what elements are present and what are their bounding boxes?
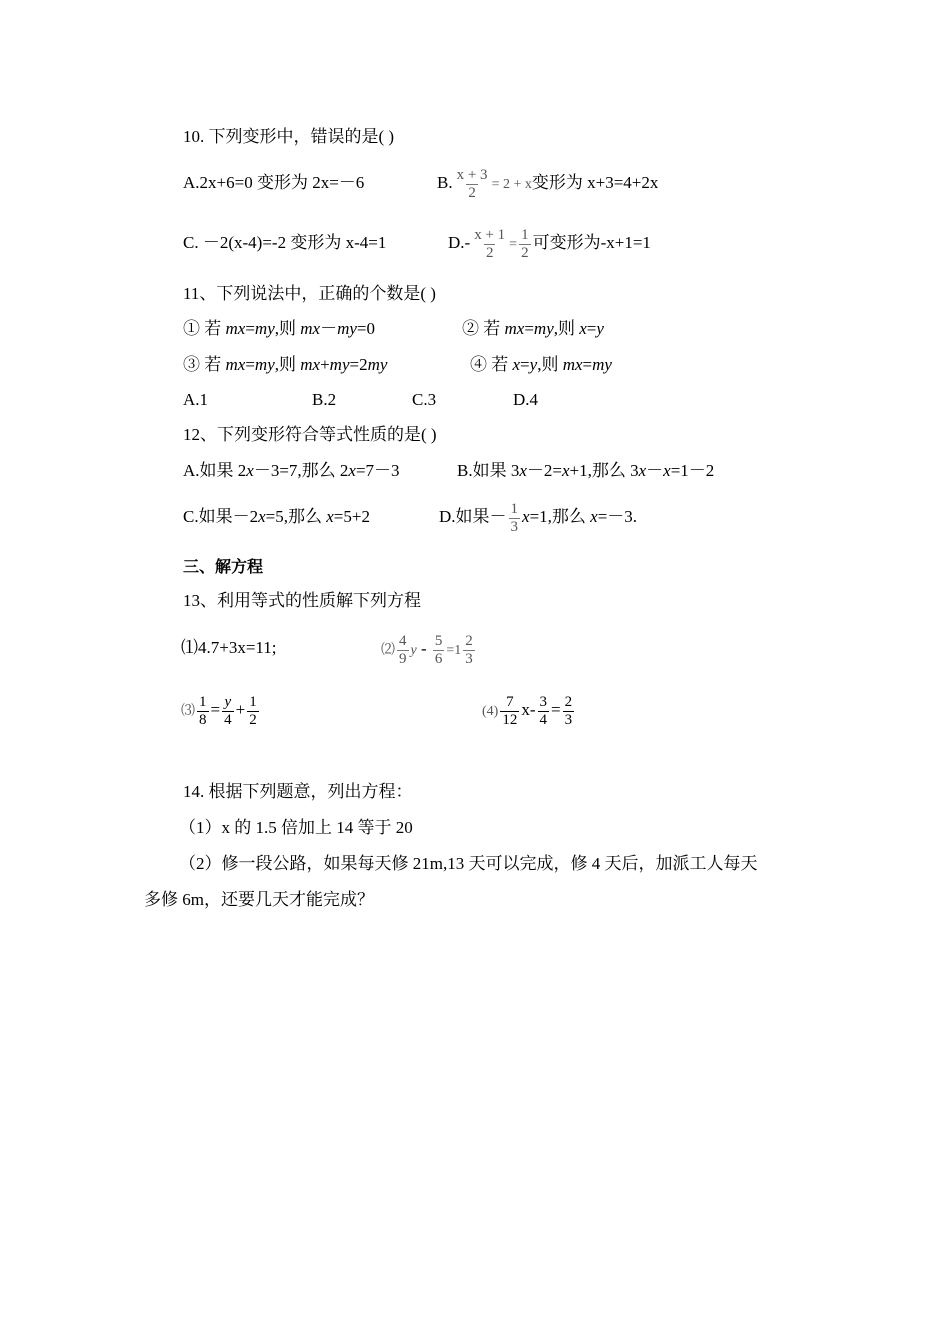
var: my	[337, 319, 357, 338]
var: x	[326, 507, 334, 526]
text: ① 若	[183, 319, 226, 338]
var: x	[590, 507, 598, 526]
fraction	[500, 694, 519, 729]
text: =1,那么	[529, 507, 591, 526]
text: +	[235, 700, 246, 719]
denominator: 2	[521, 244, 529, 261]
text: =2	[349, 355, 368, 374]
equation-label: ⑵	[381, 643, 395, 658]
denominator: 3	[510, 518, 519, 535]
var: x	[246, 461, 254, 480]
option-text: 可变形为-x+1=1	[532, 233, 651, 252]
text: =	[586, 319, 597, 338]
numerator: 7	[506, 693, 514, 710]
text: =	[582, 355, 593, 374]
text: ③ 若	[183, 355, 226, 374]
q11-statement-4	[470, 355, 612, 375]
q14-stem: 14. 根据下列题意，列出方程：	[183, 782, 413, 801]
var: x	[512, 355, 521, 374]
equation-label: (4)	[482, 704, 499, 719]
var: my	[592, 355, 612, 374]
denominator: 3	[465, 650, 473, 667]
text: =7－3	[355, 461, 400, 480]
var: x	[522, 507, 530, 526]
fraction	[247, 694, 259, 729]
q13-stem: 13、利用等式的性质解下列方程	[183, 591, 421, 610]
text: =	[524, 319, 534, 338]
denominator: 4	[539, 711, 547, 728]
numerator: x + 1	[474, 226, 506, 243]
numerator: 5	[434, 632, 443, 649]
text: D.如果－	[439, 507, 507, 526]
var: my	[254, 319, 275, 338]
option-label: B.	[437, 173, 453, 192]
numerator: 1	[510, 500, 519, 517]
q13-equation-3	[181, 688, 261, 734]
q12-stem: 12、下列变形符合等式性质的是( )	[183, 425, 437, 444]
q11-choice-a: A.1	[183, 390, 209, 409]
denominator: 2	[468, 184, 476, 201]
text: ,则	[553, 319, 580, 338]
expression: = 2 + x	[491, 177, 532, 192]
numerator: 3	[539, 693, 547, 710]
q11-statement-1	[183, 319, 375, 339]
numerator: 2	[564, 693, 573, 710]
denominator: 6	[434, 650, 443, 667]
var: x	[638, 461, 647, 480]
text: －	[646, 461, 664, 480]
text: =5,那么	[265, 507, 327, 526]
fraction	[433, 633, 445, 668]
text: －3=7,那么 2	[253, 461, 349, 480]
q13-equation-4	[482, 688, 576, 734]
text: －	[320, 319, 338, 338]
text: -	[420, 639, 427, 658]
option-text: 变形为 x+3=4+2x	[531, 173, 659, 192]
denominator: 2	[249, 711, 257, 728]
var: y	[410, 643, 417, 658]
q12-option-c	[183, 507, 370, 527]
var: x	[348, 461, 356, 480]
denominator: 8	[199, 711, 207, 728]
text: ,则	[274, 319, 301, 338]
denominator: 2	[485, 244, 494, 261]
numerator: 2	[465, 632, 473, 649]
text: －2=	[526, 461, 562, 480]
q11-stem: 11、下列说法中，正确的个数是( )	[183, 284, 436, 303]
fraction	[397, 633, 409, 668]
fraction	[463, 633, 475, 668]
q10-stem: 10. 下列变形中，错误的是( )	[183, 127, 395, 146]
q12-option-d	[439, 495, 637, 539]
q13-equation-1: ⑴4.7+3x=11;	[181, 638, 277, 657]
var: mx	[225, 319, 246, 338]
fraction	[538, 694, 550, 729]
q10-option-b	[437, 162, 658, 206]
option-label: D.-	[448, 233, 471, 252]
var: my	[254, 355, 275, 374]
text: =	[210, 700, 221, 719]
var: x	[561, 461, 570, 480]
text: ④ 若	[470, 355, 513, 374]
denominator: 9	[399, 650, 407, 667]
q14-part-2-line-1: （2）修一段公路，如果每天修 21m,13 天可以完成，修 4 天后，加派工人每天	[179, 854, 758, 873]
text: +1,那么 3	[569, 461, 639, 480]
q12-option-b	[457, 461, 714, 481]
text: =0	[356, 319, 375, 338]
text: =1	[446, 643, 462, 658]
denominator: 3	[564, 711, 573, 728]
q14-part-2-line-2: 多修 6m，还要几天才能完成？	[144, 890, 374, 909]
var: x	[258, 507, 266, 526]
var: mx	[300, 355, 321, 374]
text: =1－2	[670, 461, 715, 480]
denominator: 4	[224, 711, 232, 728]
text: ,则	[537, 355, 563, 374]
fraction	[509, 501, 521, 536]
q11-choice-b: B.2	[312, 390, 337, 409]
text: +	[320, 355, 330, 374]
var: x	[663, 461, 671, 480]
var: mx	[562, 355, 583, 374]
text: C.如果－2	[183, 507, 259, 526]
fraction	[472, 227, 507, 262]
fraction	[519, 227, 531, 262]
denominator: 12	[502, 711, 518, 728]
fraction	[455, 167, 490, 202]
var: y	[529, 355, 538, 374]
var: y	[596, 319, 604, 338]
text: x-	[521, 700, 536, 719]
text: A.如果 2	[183, 461, 247, 480]
q11-statement-3	[183, 355, 387, 375]
fraction	[222, 694, 234, 729]
fraction	[563, 694, 575, 729]
numerator: y	[224, 693, 232, 710]
numerator: 4	[399, 632, 407, 649]
var: my	[329, 355, 350, 374]
var: my	[533, 319, 554, 338]
section-title: 三、解方程	[183, 557, 264, 576]
q10-option-d	[448, 222, 651, 266]
q10-option-c: C. －2(x-4)=-2 变形为 x-4=1	[183, 233, 387, 252]
var: mx	[225, 355, 246, 374]
text: =	[245, 355, 255, 374]
q11-choice-c: C.3	[412, 390, 437, 409]
equals: =	[509, 237, 518, 252]
var: my	[367, 355, 388, 374]
numerator: x + 3	[456, 166, 488, 183]
text: =	[245, 319, 255, 338]
q14-part-1: （1）x 的 1.5 倍加上 14 等于 20	[179, 818, 413, 837]
numerator: 1	[249, 693, 257, 710]
text: =	[520, 355, 530, 374]
var: x	[579, 319, 587, 338]
text: =	[551, 700, 561, 719]
fraction	[197, 694, 209, 729]
q10-option-a: A.2x+6=0 变形为 2x=－6	[183, 173, 365, 192]
var: x	[519, 461, 527, 480]
q11-choice-d: D.4	[513, 390, 539, 409]
text: ② 若	[462, 319, 505, 338]
numerator: 1	[521, 226, 529, 243]
text: ,则	[274, 355, 301, 374]
text: =5+2	[333, 507, 370, 526]
q13-equation-2	[381, 627, 477, 673]
var: mx	[504, 319, 525, 338]
text: =－3.	[597, 507, 638, 526]
numerator: 1	[199, 693, 207, 710]
q12-option-a	[183, 461, 400, 481]
q11-statement-2	[462, 319, 604, 339]
text: B.如果 3	[457, 461, 520, 480]
equation-label: ⑶	[181, 704, 195, 719]
var: mx	[300, 319, 321, 338]
